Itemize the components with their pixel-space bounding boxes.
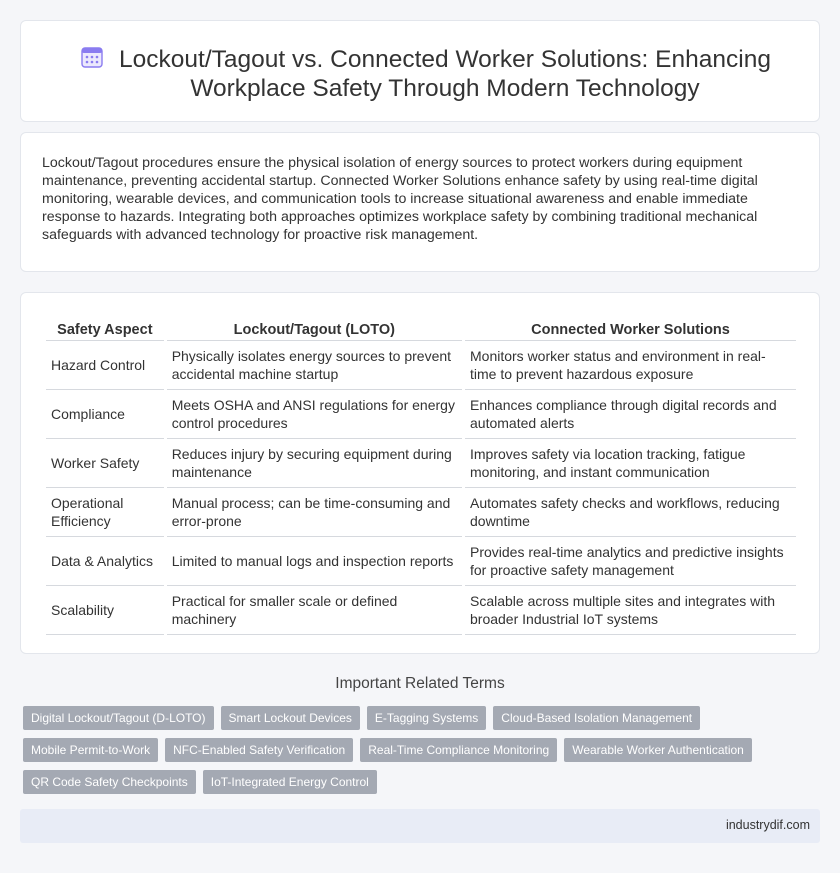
row-aspect: Worker Safety [46,439,164,488]
related-term-tag[interactable]: IoT-Integrated Energy Control [203,770,377,794]
row-loto: Reduces injury by securing equipment during maintenance [167,439,462,488]
related-terms-heading: Important Related Terms [335,675,505,692]
title-card [20,20,820,122]
related-term-tag[interactable]: Wearable Worker Authentication [564,738,752,762]
related-term-tag[interactable]: E-Tagging Systems [367,706,486,730]
related-term-tag[interactable]: Mobile Permit-to-Work [23,738,158,762]
row-connected: Enhances compliance through digital records and automated alerts [465,390,796,439]
header-connected-worker: Connected Worker Solutions [465,315,796,341]
related-term-tag[interactable]: Cloud-Based Isolation Management [493,706,700,730]
comparison-table [43,315,799,635]
table-row [46,390,796,439]
row-aspect: Hazard Control [46,341,164,390]
header-loto: Lockout/Tagout (LOTO) [167,315,462,341]
row-loto: Meets OSHA and ANSI regulations for energy control procedures [167,390,462,439]
related-term-tag[interactable]: Smart Lockout Devices [221,706,360,730]
row-aspect: Data & Analytics [46,537,164,586]
related-term-tag[interactable]: QR Code Safety Checkpoints [23,770,196,794]
related-term-tag[interactable]: NFC-Enabled Safety Verification [165,738,353,762]
table-header-row [46,315,796,341]
header-safety-aspect: Safety Aspect [46,315,164,341]
row-loto: Practical for smaller scale or defined machinery [167,586,462,635]
table-row [46,488,796,537]
row-connected: Improves safety via location tracking, fatigue monitoring, and instant communication [465,439,796,488]
row-connected: Provides real-time analytics and predictive insights for proactive safety management [465,537,796,586]
comparison-table-card [20,292,820,654]
related-term-tag[interactable]: Real-Time Compliance Monitoring [360,738,557,762]
table-row [46,586,796,635]
row-connected: Monitors worker status and environment in real-time to prevent hazardous exposure [465,341,796,390]
row-connected: Scalable across multiple sites and integrates with broader Industrial IoT systems [465,586,796,635]
related-term-tag[interactable]: Digital Lockout/Tagout (D-LOTO) [23,706,214,730]
footer-site-link[interactable]: industrydif.com [725,818,810,832]
related-terms-list [23,706,783,794]
table-row [46,439,796,488]
row-aspect: Scalability [46,586,164,635]
row-aspect: Operational Efficiency [46,488,164,537]
intro-paragraph: Lockout/Tagout procedures ensure the physical isolation of energy sources to protect workers during equipment maintenance, preventing accidental startup. Connected Worker Solutions enhance safety by using real-time digital monitoring, wearable devices, and communication tools to increase situational awareness and enable immediate response to hazards. Integrating both approaches optimizes workplace safety by combining traditional mechanical safeguards with advanced technology for proactive risk management. [42,155,758,243]
row-loto: Limited to manual logs and inspection reports [167,537,462,586]
row-aspect: Compliance [46,390,164,439]
row-loto: Manual process; can be time-consuming and error-prone [167,488,462,537]
row-connected: Automates safety checks and workflows, reducing downtime [465,488,796,537]
table-row [46,341,796,390]
footer [20,809,820,843]
intro-card [20,132,820,272]
table-row [46,537,796,586]
page-title: Lockout/Tagout vs. Connected Worker Solutions: Enhancing Workplace Safety Through Modern Technology [119,46,771,102]
row-loto: Physically isolates energy sources to prevent accidental machine startup [167,341,462,390]
